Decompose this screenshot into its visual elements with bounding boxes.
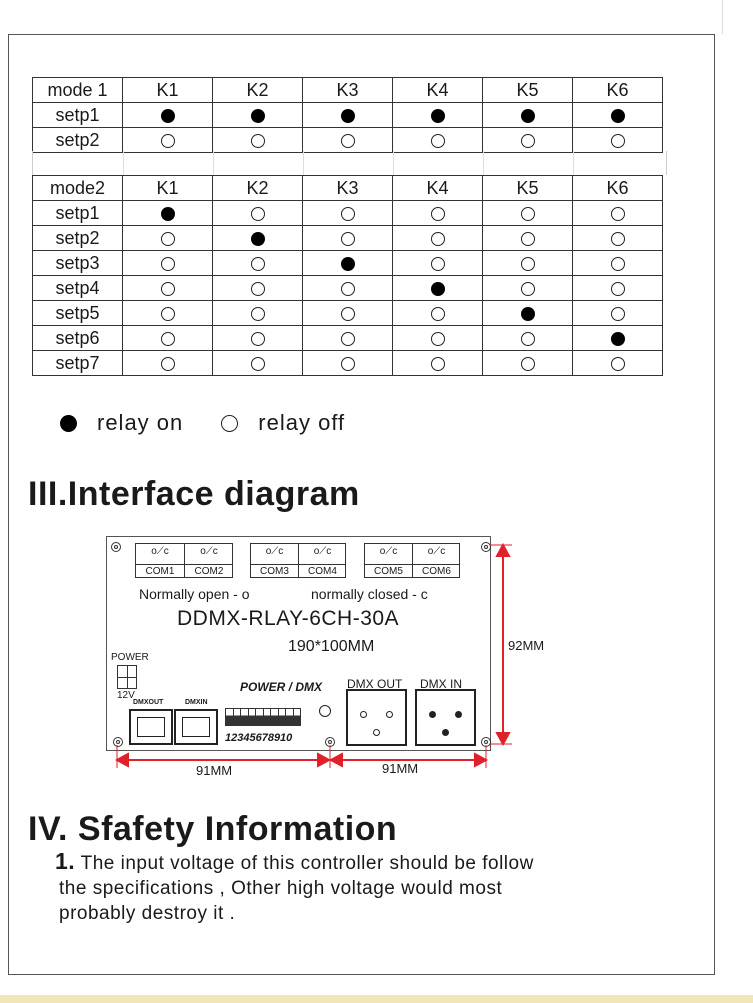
relay-column-header: K6 [573, 78, 663, 103]
dmxin-port-label: DMXIN [185, 699, 208, 706]
step-label: setp7 [33, 351, 123, 376]
relay-column-header: K2 [213, 78, 303, 103]
relay-column-header: K4 [393, 176, 483, 201]
step-label: setp4 [33, 276, 123, 301]
mode-label: mode2 [33, 176, 123, 201]
step-label: setp5 [33, 301, 123, 326]
relay-column-header: K3 [303, 176, 393, 201]
safety-line-2: the specifications , Other high voltage would most [59, 878, 503, 899]
step-label: setp3 [33, 251, 123, 276]
relay-column-header: K4 [393, 78, 483, 103]
relay-column-header: K3 [303, 78, 393, 103]
relay-symbol: o⟋c [313, 546, 332, 557]
relay-symbol: o⟋c [265, 546, 284, 557]
relay-com-label: COM6 [413, 564, 460, 578]
relay-column-header: K5 [483, 78, 573, 103]
safety-line-1: The input voltage of this controller should be follow [80, 853, 534, 874]
relay-symbol: o⟋c [379, 546, 398, 557]
relay-symbol: o⟋c [151, 546, 169, 557]
step-label: setp1 [33, 201, 123, 226]
height-dimension: 92MM [508, 638, 545, 653]
step-label: setp2 [33, 226, 123, 251]
relay-com-label: COM2 [185, 564, 233, 578]
relay-com-label: COM3 [251, 564, 298, 578]
step-label: setp6 [33, 326, 123, 351]
relay-com-label: COM4 [299, 564, 346, 578]
safety-item-1 [55, 849, 534, 926]
relay-off-label: relay off [258, 410, 346, 435]
voltage-label: 12V [117, 690, 135, 701]
relay-column-header: K2 [213, 176, 303, 201]
section3-heading: III.Interface diagram [28, 475, 360, 513]
normally-open-note: Normally open - o [139, 586, 250, 602]
dmxout-port-label: DMXOUT [133, 699, 164, 706]
dmx-out-label: DMX OUT [347, 677, 403, 691]
relay-column-header: K6 [573, 176, 663, 201]
right-width-dimension: 91MM [382, 761, 419, 776]
relay-com-label: COM5 [365, 564, 412, 578]
relay-column-header: K5 [483, 176, 573, 201]
relay-com-label: COM1 [136, 564, 184, 578]
power-dmx-label: POWER / DMX [240, 680, 323, 694]
model-name: DDMX-RLAY-6CH-30A [177, 607, 400, 630]
power-label: POWER [111, 652, 149, 663]
safety-line-3: probably destroy it . [59, 903, 236, 924]
relay-on-label: relay on [97, 410, 184, 435]
dmx-in-label: DMX IN [420, 677, 462, 691]
relay-column-header: K1 [123, 176, 213, 201]
relay-symbol: o⟋c [200, 546, 218, 557]
normally-closed-note: normally closed - c [311, 586, 428, 602]
mode-label: mode 1 [33, 78, 123, 103]
section4-heading: IV. Sfafety Information [28, 810, 398, 848]
relay-symbol: o⟋c [427, 546, 446, 557]
dip-numbers: 12345678910 [225, 732, 293, 744]
left-width-dimension: 91MM [196, 763, 233, 778]
item-number: 1. [55, 848, 76, 874]
step-label: setp2 [33, 128, 123, 153]
board-size: 190*100MM [288, 638, 375, 655]
relay-column-header: K1 [123, 78, 213, 103]
step-label: setp1 [33, 103, 123, 128]
